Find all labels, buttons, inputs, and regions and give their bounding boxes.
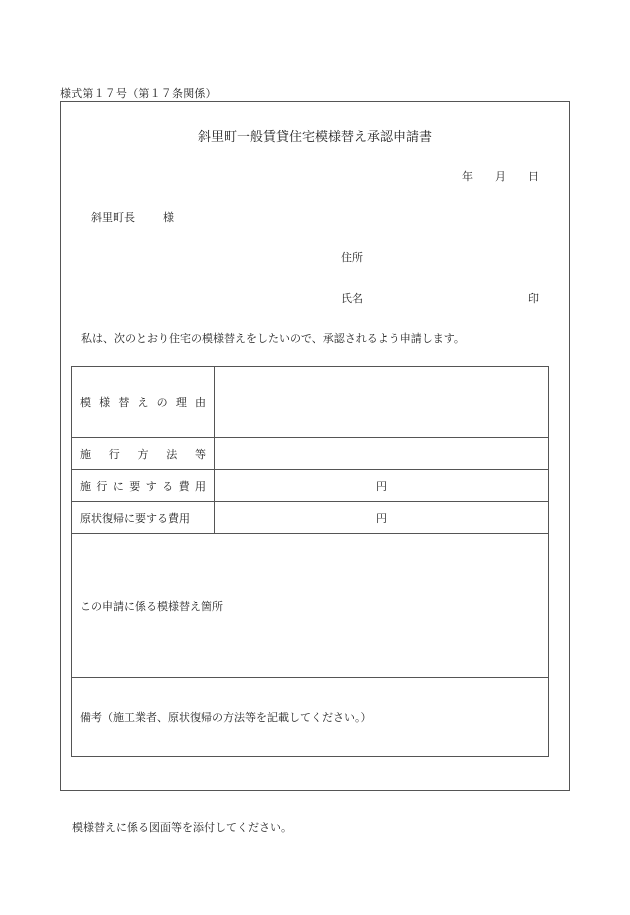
addressee-honorific: 様 bbox=[163, 211, 174, 224]
date-day: 日 bbox=[528, 170, 539, 183]
table-row bbox=[72, 678, 549, 757]
application-form bbox=[60, 101, 570, 791]
attachment-note: 模様替えに係る図面等を添付してください。 bbox=[72, 821, 292, 834]
table-row bbox=[72, 438, 549, 470]
remarks-label: 備考（施工業者、原状復帰の方法等を記載してください。） bbox=[80, 711, 372, 724]
construction-cost-field[interactable]: 円 bbox=[215, 470, 549, 502]
restoration-cost-label: 原状復帰に要する費用 bbox=[72, 502, 215, 534]
applicant-address-label: 住所 bbox=[341, 251, 363, 264]
location-label: この申請に係る模様替え箇所 bbox=[80, 599, 223, 613]
applicant-name-label: 氏名 bbox=[341, 292, 363, 305]
table-row bbox=[72, 470, 549, 502]
table-row bbox=[72, 502, 549, 534]
form-title: 斜里町一般賃貸住宅模様替え承認申請書 bbox=[197, 130, 432, 145]
addressee-name: 斜里町長 bbox=[91, 211, 135, 224]
addressee bbox=[91, 209, 174, 225]
reason-label: 模様替えの理由 bbox=[72, 367, 215, 438]
reason-field[interactable] bbox=[215, 367, 549, 438]
restoration-cost-field[interactable]: 円 bbox=[215, 502, 549, 534]
date-month: 月 bbox=[495, 170, 506, 183]
seal-mark: 印 bbox=[528, 292, 539, 305]
form-number: 様式第１７号（第１７条関係） bbox=[60, 87, 217, 100]
date-year: 年 bbox=[462, 170, 473, 183]
method-label: 施行方法等 bbox=[72, 438, 215, 470]
date-line bbox=[462, 168, 539, 184]
location-field[interactable] bbox=[72, 534, 549, 678]
remarks-field[interactable] bbox=[72, 678, 549, 757]
application-statement: 私は、次のとおり住宅の模様替えをしたいので、承認されるよう申請します。 bbox=[81, 332, 465, 345]
method-field[interactable] bbox=[215, 438, 549, 470]
table-row bbox=[72, 367, 549, 438]
construction-cost-label: 施行に要する費用 bbox=[72, 470, 215, 502]
table-row bbox=[72, 534, 549, 678]
details-table bbox=[71, 366, 549, 757]
